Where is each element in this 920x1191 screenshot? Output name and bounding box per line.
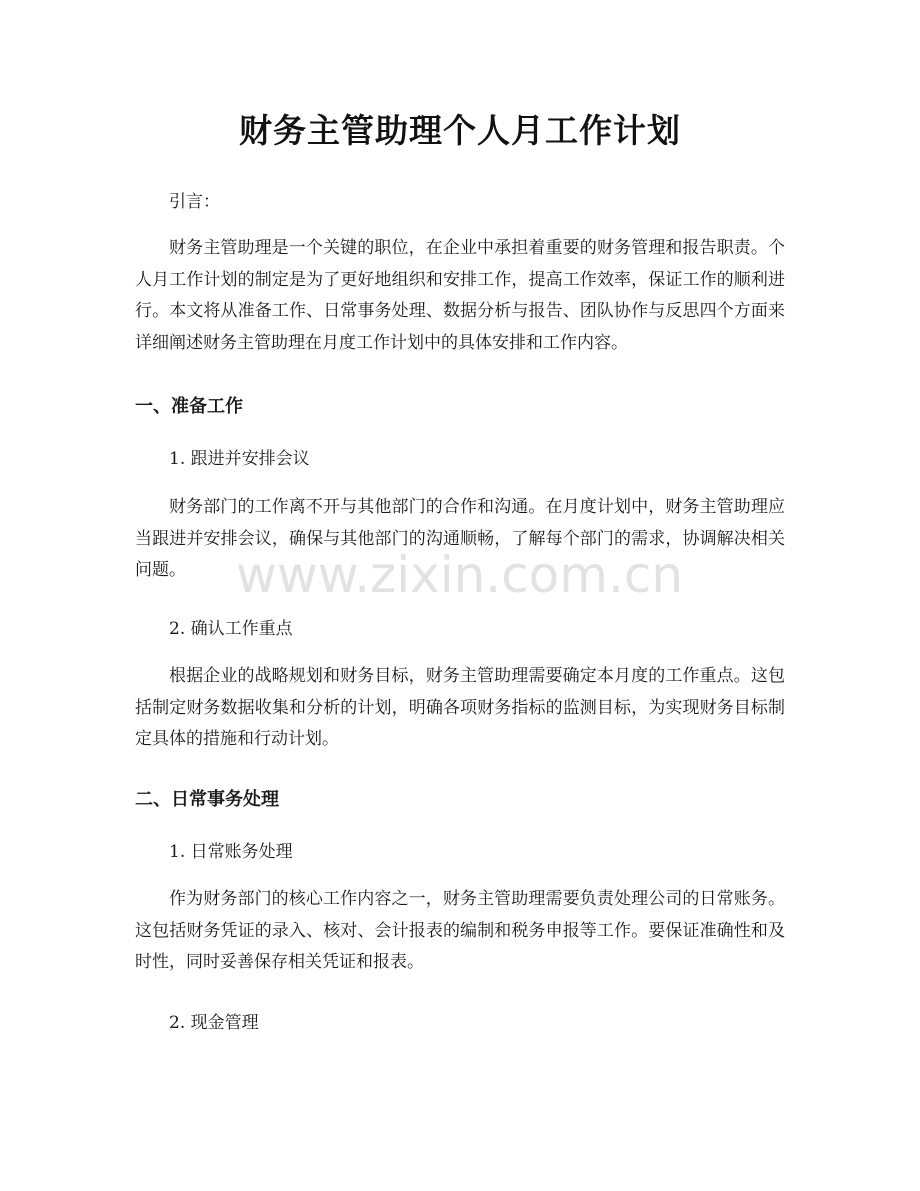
- section-1-item-2-title: 2. 确认工作重点: [169, 619, 293, 639]
- watermark-text: www.zixin.com.cn: [236, 546, 684, 604]
- section-2-item-1-title: 1. 日常账务处理: [169, 842, 293, 862]
- intro-paragraph: 财务主管助理是一个关键的职位，在企业中承担着重要的财务管理和报告职责。个人月工作计划的制定是为了更好地组织和安排工作，提高工作效率，保证工作的顺利进行。本文将从准备工作、日常事务处理、数据分析与报告、团队协作与反思四个方面来详细阐述财务主管助理在月度工作计划中的具体安排和工作内容。: [135, 238, 785, 353]
- section-heading-1: 一、准备工作: [135, 396, 243, 417]
- section-2-item-2-title: 2. 现金管理: [169, 1013, 259, 1033]
- section-1-item-2-body: 根据企业的战略规划和财务目标，财务主管助理需要确定本月度的工作重点。这包括制定财务数据收集和分析的计划，明确各项财务指标的监测目标，为实现财务目标制定具体的措施和行动计划。: [135, 666, 785, 749]
- section-1-item-1-body: 财务部门的工作离不开与其他部门的合作和沟通。在月度计划中，财务主管助理应当跟进并安排会议，确保与其他部门的沟通顺畅，了解每个部门的需求，协调解决相关问题。: [135, 497, 785, 580]
- section-2-item-1-body: 作为财务部门的核心工作内容之一，财务主管助理需要负责处理公司的日常账务。这包括财务凭证的录入、核对、会计报表的编制和税务申报等工作。要保证准确性和及时性，同时妥善保存相关凭证和报表。: [135, 889, 785, 972]
- document-title: 财务主管助理个人月工作计划: [239, 111, 681, 150]
- section-heading-2: 二、日常事务处理: [135, 789, 279, 810]
- intro-label: 引言：: [169, 192, 220, 212]
- section-1-item-1-title: 1. 跟进并安排会议: [169, 449, 310, 469]
